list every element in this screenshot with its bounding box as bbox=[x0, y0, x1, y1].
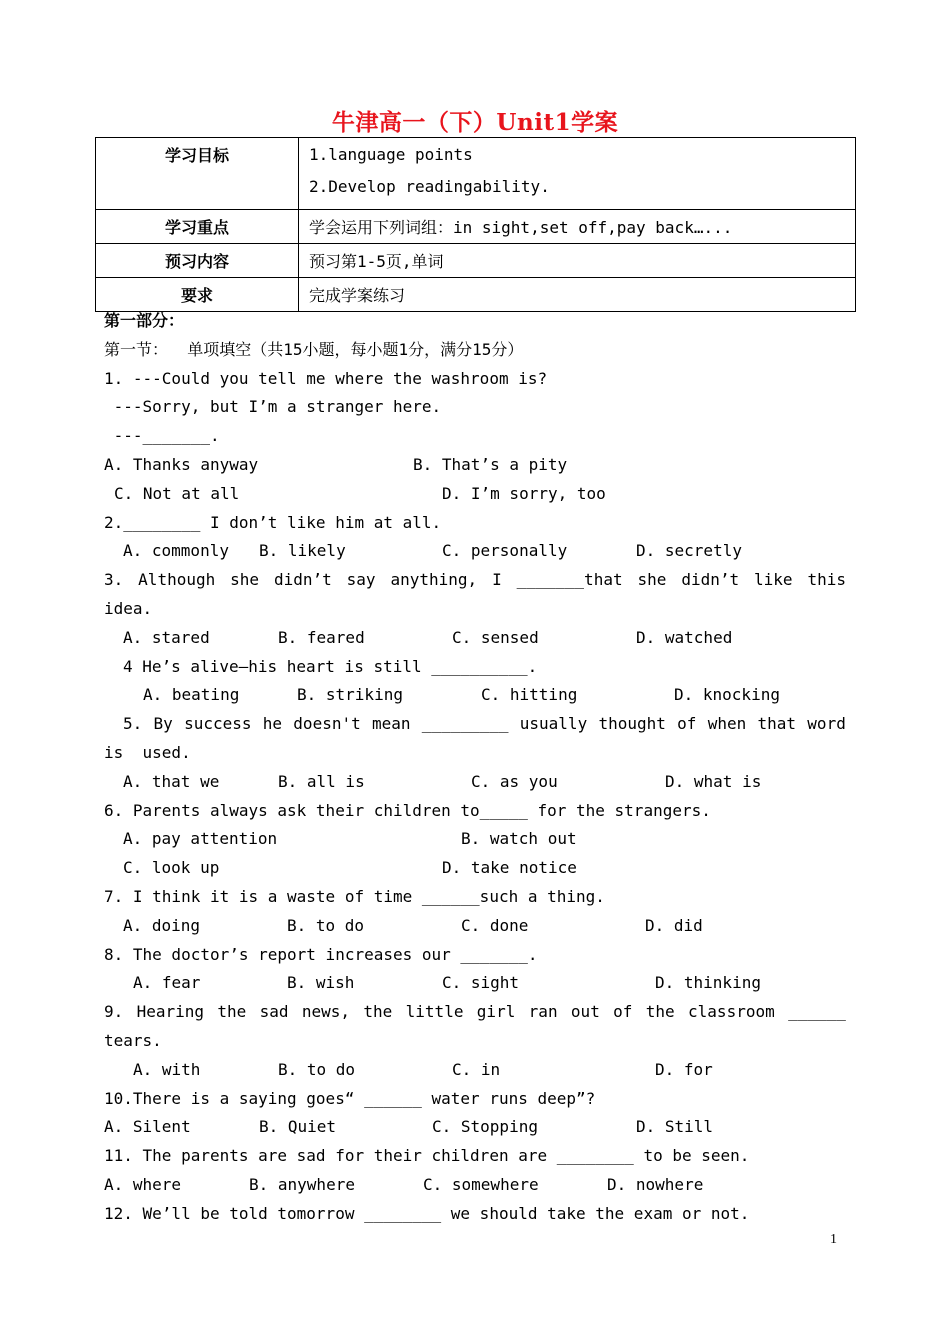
page-title: 牛津高一（下）Unit1学案 bbox=[331, 109, 619, 136]
q4-option-c: C. hitting bbox=[481, 685, 578, 705]
q9-word: ______ bbox=[788, 1002, 846, 1022]
q5-stem bbox=[104, 710, 846, 739]
q9-word: girl bbox=[476, 1002, 516, 1022]
q5-word: that bbox=[757, 714, 797, 734]
q8-option-c: C. sight bbox=[442, 973, 520, 993]
row-value-requirement: 完成学案练习 bbox=[299, 278, 856, 312]
q3-option-a: A. stared bbox=[123, 627, 210, 647]
table-row bbox=[96, 138, 856, 210]
row-label-preview: 预习内容 bbox=[96, 244, 299, 278]
q3-option-b: B. feared bbox=[278, 627, 365, 647]
q3-stem-cont: idea. bbox=[104, 598, 153, 618]
row-value-goals bbox=[299, 138, 856, 210]
q1-option-b: B. That’s a pity bbox=[413, 454, 568, 474]
q2-option-b: B. likely bbox=[259, 541, 346, 561]
q1-stem: 1. ---Could you tell me where the washroom is? bbox=[104, 368, 548, 388]
row-value-preview: 预习第1-5页,单词 bbox=[299, 244, 856, 278]
q1-options-row2 bbox=[104, 480, 846, 509]
q10-option-d: D. Still bbox=[636, 1117, 714, 1137]
q3-word: didn’t bbox=[273, 570, 332, 590]
q11-options bbox=[104, 1171, 846, 1200]
q1-option-a: A. Thanks anyway bbox=[104, 454, 259, 474]
q5-option-d: D. what is bbox=[665, 771, 762, 791]
q12-stem: 12. We’ll be told tomorrow ________ we should take the exam or not. bbox=[104, 1203, 750, 1223]
q9-word: ran bbox=[528, 1002, 558, 1022]
q7-stem: 7. I think it is a waste of time ______such a thing. bbox=[104, 886, 605, 906]
row-label-requirement: 要求 bbox=[96, 278, 299, 312]
q9-word: out bbox=[570, 1002, 600, 1022]
q11-option-d: D. nowhere bbox=[607, 1174, 704, 1194]
q5-option-b: B. all is bbox=[278, 771, 365, 791]
q3-word: she bbox=[230, 570, 260, 590]
q9-word: Hearing bbox=[136, 1002, 205, 1022]
q6-options-row1 bbox=[104, 825, 846, 854]
table-row bbox=[96, 244, 856, 278]
table-row bbox=[96, 210, 856, 244]
q9-options bbox=[104, 1056, 846, 1085]
q6-option-a: A. pay attention bbox=[123, 829, 278, 849]
q11-option-a: A. where bbox=[104, 1174, 182, 1194]
q6-option-b: B. watch out bbox=[461, 829, 577, 849]
row-label-goals: 学习目标 bbox=[96, 138, 299, 210]
q4-option-d: D. knocking bbox=[674, 685, 780, 705]
q10-option-c: C. Stopping bbox=[432, 1117, 538, 1137]
q9-word: the bbox=[217, 1002, 247, 1022]
q1-blank: ---_______. bbox=[104, 426, 220, 446]
q1-option-c: C. Not at all bbox=[114, 483, 240, 503]
q8-options bbox=[104, 969, 846, 998]
q9-word: the bbox=[363, 1002, 393, 1022]
q9-word: classroom bbox=[688, 1002, 775, 1022]
q9-stem bbox=[104, 998, 846, 1027]
q3-word: like bbox=[754, 570, 793, 590]
q8-option-b: B. wish bbox=[287, 973, 355, 993]
q5-options bbox=[104, 768, 846, 797]
row-label-focus: 学习重点 bbox=[96, 210, 299, 244]
q5-word: By bbox=[153, 714, 173, 734]
q10-option-a: A. Silent bbox=[104, 1117, 191, 1137]
q5-option-c: C. as you bbox=[471, 771, 558, 791]
q5-word: 5. bbox=[123, 714, 143, 734]
q1-option-d: D. I’m sorry, too bbox=[442, 483, 606, 503]
q3-word: anything, bbox=[390, 570, 478, 590]
q4-options bbox=[104, 681, 846, 710]
q9-option-c: C. in bbox=[452, 1059, 501, 1079]
q11-option-c: C. somewhere bbox=[423, 1174, 539, 1194]
q8-option-d: D. thinking bbox=[655, 973, 761, 993]
page-number: 1 bbox=[830, 1232, 837, 1247]
q3-word: she bbox=[637, 570, 667, 590]
q5-word: doesn't bbox=[293, 714, 361, 734]
q5-word: _________ bbox=[421, 714, 509, 734]
q7-option-c: C. done bbox=[461, 915, 529, 935]
q5-word: he bbox=[262, 714, 283, 734]
q3-word: I bbox=[492, 570, 502, 590]
q10-options bbox=[104, 1113, 846, 1142]
q6-stem: 6. Parents always ask their children to_____ for the strangers. bbox=[104, 800, 711, 820]
q9-word: the bbox=[645, 1002, 675, 1022]
q5-word: when bbox=[707, 714, 747, 734]
q2-option-d: D. secretly bbox=[636, 541, 742, 561]
q2-options bbox=[104, 537, 846, 566]
q3-word: didn’t bbox=[681, 570, 740, 590]
study-plan-table bbox=[95, 137, 856, 312]
q9-option-a: A. with bbox=[133, 1059, 201, 1079]
q5-word: of bbox=[677, 714, 697, 734]
q3-option-d: D. watched bbox=[636, 627, 733, 647]
q8-option-a: A. fear bbox=[133, 973, 201, 993]
part-heading: 第一部分： bbox=[104, 311, 185, 330]
q4-stem bbox=[104, 653, 846, 682]
q7-option-d: D. did bbox=[645, 915, 703, 935]
q9-stem-cont: tears. bbox=[104, 1030, 162, 1050]
q3-word: say bbox=[346, 570, 376, 590]
q2-option-a: A. commonly bbox=[123, 541, 229, 561]
q5-word: usually bbox=[519, 714, 588, 734]
q5-option-a: A. that we bbox=[123, 771, 220, 791]
exercise-body bbox=[104, 307, 846, 1229]
goal-line-1: 1.language points bbox=[309, 145, 473, 164]
q7-option-b: B. to do bbox=[287, 915, 365, 935]
q10-option-b: B. Quiet bbox=[259, 1117, 337, 1137]
q7-options bbox=[104, 912, 846, 941]
goal-line-2: 2.Develop readingability. bbox=[309, 177, 550, 196]
q9-option-d: D. for bbox=[655, 1059, 713, 1079]
q11-stem: 11. The parents are sad for their children are ________ to be seen. bbox=[104, 1146, 750, 1166]
q2-option-c: C. personally bbox=[442, 541, 568, 561]
q1-reply: ---Sorry, but I’m a stranger here. bbox=[104, 397, 442, 417]
q10-stem: 10.There is a saying goes“ ______ water runs deep”? bbox=[104, 1088, 596, 1108]
q5-word: mean bbox=[372, 714, 411, 734]
q2-stem: 2.________ I don’t like him at all. bbox=[104, 512, 442, 532]
q9-option-b: B. to do bbox=[278, 1059, 356, 1079]
q3-word: this bbox=[807, 570, 846, 590]
q9-word: 9. bbox=[104, 1002, 124, 1022]
q9-word: of bbox=[613, 1002, 633, 1022]
q3-word: _______that bbox=[516, 570, 623, 590]
q4-option-a: A. beating bbox=[143, 685, 240, 705]
q9-word: little bbox=[405, 1002, 464, 1022]
q4-option-b: B. striking bbox=[297, 685, 403, 705]
row-value-focus: 学会运用下列词组：in sight,set off,pay back…... bbox=[299, 210, 856, 244]
q3-word: Although bbox=[138, 570, 216, 590]
q11-option-b: B. anywhere bbox=[249, 1174, 355, 1194]
q1-options-row1 bbox=[104, 451, 846, 480]
q3-stem bbox=[104, 566, 846, 595]
q3-word: 3. bbox=[104, 570, 124, 590]
q5-word: word bbox=[807, 714, 846, 734]
q5-stem-cont: is used. bbox=[104, 742, 191, 762]
q6-option-c: C. look up bbox=[123, 858, 220, 878]
q6-options-row2 bbox=[104, 854, 846, 883]
q5-word: thought bbox=[598, 714, 666, 734]
q9-word: news, bbox=[301, 1002, 351, 1022]
section-heading: 第一节： 单项填空（共15小题，每小题1分，满分15分） bbox=[104, 339, 524, 359]
q9-word: sad bbox=[259, 1002, 289, 1022]
q8-stem: 8. The doctor’s report increases our _______. bbox=[104, 944, 538, 964]
q6-option-d: D. take notice bbox=[442, 858, 577, 878]
q4-stem-text: 4 He’s alive—his heart is still __________. bbox=[123, 656, 538, 676]
q7-option-a: A. doing bbox=[123, 915, 201, 935]
q5-word: success bbox=[184, 714, 252, 734]
q3-options bbox=[104, 624, 846, 653]
q3-option-c: C. sensed bbox=[452, 627, 539, 647]
